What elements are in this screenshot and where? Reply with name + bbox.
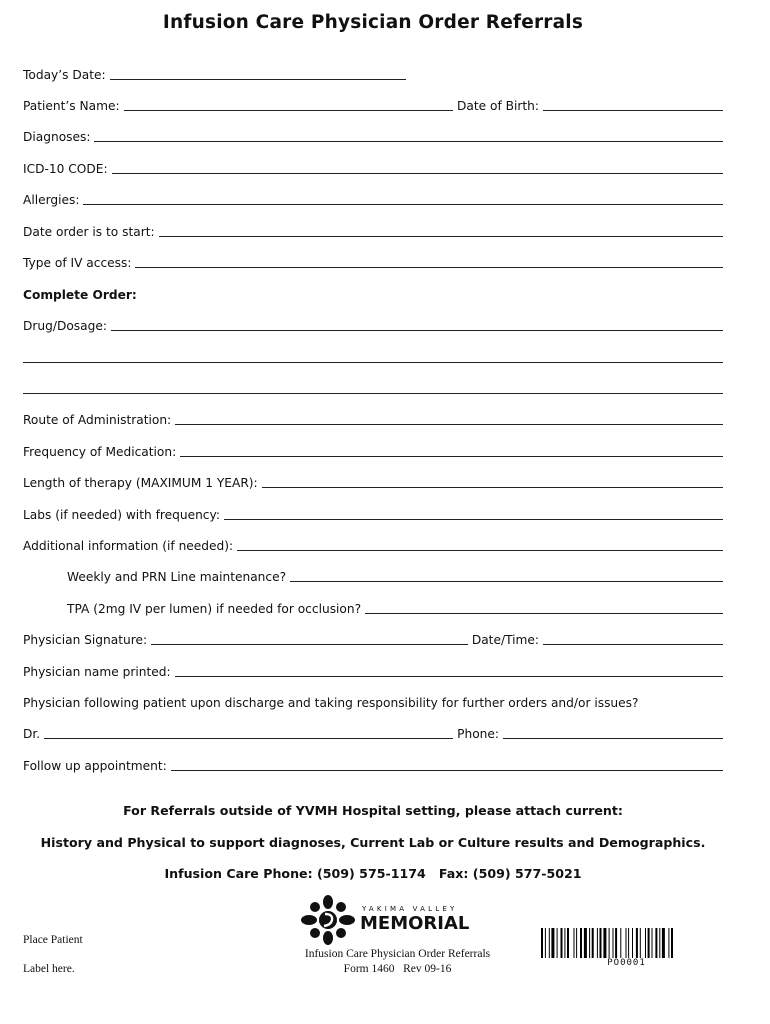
icd10-label: ICD-10 CODE: bbox=[23, 162, 108, 176]
weekly-prn-field[interactable] bbox=[290, 581, 723, 582]
date-start-field[interactable] bbox=[159, 236, 723, 237]
icd10-row bbox=[23, 160, 723, 176]
form-footer-title: Infusion Care Physician Order Referrals bbox=[304, 948, 491, 960]
frequency-field[interactable] bbox=[180, 456, 723, 457]
form-number: Form 1460 Rev 09-16 bbox=[343, 963, 452, 975]
additional-info-row bbox=[23, 537, 723, 553]
barcode-text: PO0001 bbox=[607, 958, 646, 968]
barcode bbox=[541, 928, 712, 958]
follow-up-row bbox=[23, 757, 723, 773]
allergies-row bbox=[23, 191, 723, 207]
drug-dosage-field-3[interactable] bbox=[23, 393, 723, 394]
length-therapy-field[interactable] bbox=[262, 487, 723, 488]
icd10-field[interactable] bbox=[112, 173, 723, 174]
logo-main-text: MEMORIAL bbox=[360, 913, 470, 934]
patient-name-label: Patient’s Name: bbox=[23, 99, 120, 113]
following-question-row bbox=[23, 694, 723, 710]
diagnoses-field[interactable] bbox=[94, 141, 723, 142]
complete-order-heading bbox=[23, 286, 723, 302]
iv-access-row bbox=[23, 254, 723, 270]
physician-signature-row bbox=[23, 631, 723, 647]
weekly-prn-label: Weekly and PRN Line maintenance? bbox=[67, 570, 287, 584]
additional-info-label: Additional information (if needed): bbox=[23, 539, 234, 553]
tpa-row bbox=[67, 600, 723, 616]
complete-order-label: Complete Order: bbox=[23, 288, 137, 302]
physician-printed-row bbox=[23, 663, 723, 679]
drug-dosage-row bbox=[23, 317, 723, 333]
iv-access-label: Type of IV access: bbox=[23, 256, 132, 270]
length-therapy-row bbox=[23, 474, 723, 490]
diagnoses-row bbox=[23, 128, 723, 144]
drug-dosage-label: Drug/Dosage: bbox=[23, 319, 107, 333]
date-of-birth-label: Date of Birth: bbox=[457, 99, 539, 113]
date-start-label: Date order is to start: bbox=[23, 225, 155, 239]
route-field[interactable] bbox=[175, 424, 723, 425]
contact-info: Infusion Care Phone: (509) 575-1174 Fax: (509) 577-5021 bbox=[164, 866, 582, 881]
logo-top-text: YAKIMA VALLEY bbox=[362, 905, 458, 913]
route-row bbox=[23, 411, 723, 427]
drug-dosage-field[interactable] bbox=[111, 330, 723, 331]
tpa-label: TPA (2mg IV per lumen) if needed for occlusion? bbox=[67, 602, 362, 616]
labs-field[interactable] bbox=[224, 519, 723, 520]
follow-up-label: Follow up appointment: bbox=[23, 759, 167, 773]
dr-label: Dr. bbox=[23, 727, 41, 741]
label-here-text: Label here. bbox=[23, 963, 75, 975]
iv-access-field[interactable] bbox=[135, 267, 723, 268]
patient-name-field[interactable] bbox=[124, 110, 453, 111]
place-patient-text: Place Patient bbox=[23, 934, 83, 946]
form-title: Infusion Care Physician Order Referrals bbox=[162, 12, 584, 33]
history-physical-note: History and Physical to support diagnoses, Current Lab or Culture results and Demographics. bbox=[40, 835, 706, 850]
dr-field[interactable] bbox=[44, 738, 453, 739]
dr-phone-row bbox=[23, 725, 723, 741]
labs-label: Labs (if needed) with frequency: bbox=[23, 508, 220, 522]
patient-name-row bbox=[23, 97, 723, 113]
diagnoses-label: Diagnoses: bbox=[23, 130, 91, 144]
date-start-row bbox=[23, 223, 723, 239]
yakima-valley-memorial-logo bbox=[298, 894, 488, 946]
following-question-text: Physician following patient upon discharge and taking responsibility for further orders and/or issues? bbox=[23, 696, 639, 710]
phone-label: Phone: bbox=[457, 727, 499, 741]
todays-date-field[interactable] bbox=[110, 79, 406, 80]
tpa-field[interactable] bbox=[365, 613, 723, 614]
route-label: Route of Administration: bbox=[23, 413, 172, 427]
phone-field[interactable] bbox=[503, 738, 723, 739]
todays-date-label: Today’s Date: bbox=[23, 68, 106, 82]
drug-dosage-extra-line-2 bbox=[23, 380, 723, 396]
date-time-label: Date/Time: bbox=[471, 633, 539, 647]
physician-signature-field[interactable] bbox=[151, 644, 468, 645]
additional-info-field[interactable] bbox=[237, 550, 723, 551]
drug-dosage-extra-line-1 bbox=[23, 349, 723, 365]
labs-row bbox=[23, 506, 723, 522]
drug-dosage-field-2[interactable] bbox=[23, 362, 723, 363]
allergies-label: Allergies: bbox=[23, 193, 80, 207]
frequency-label: Frequency of Medication: bbox=[23, 445, 177, 459]
logo-flower-icon bbox=[298, 894, 488, 946]
weekly-prn-row bbox=[67, 568, 723, 584]
frequency-row bbox=[23, 443, 723, 459]
todays-date-row bbox=[23, 66, 723, 82]
date-of-birth-field[interactable] bbox=[543, 110, 723, 111]
allergies-field[interactable] bbox=[83, 204, 723, 205]
date-time-field[interactable] bbox=[543, 644, 723, 645]
length-therapy-label: Length of therapy (MAXIMUM 1 YEAR): bbox=[23, 476, 258, 490]
physician-signature-label: Physician Signature: bbox=[23, 633, 148, 647]
physician-printed-field[interactable] bbox=[175, 676, 723, 677]
referrals-outside-note: For Referrals outside of YVMH Hospital setting, please attach current: bbox=[123, 803, 623, 818]
physician-printed-label: Physician name printed: bbox=[23, 665, 171, 679]
follow-up-field[interactable] bbox=[171, 770, 723, 771]
